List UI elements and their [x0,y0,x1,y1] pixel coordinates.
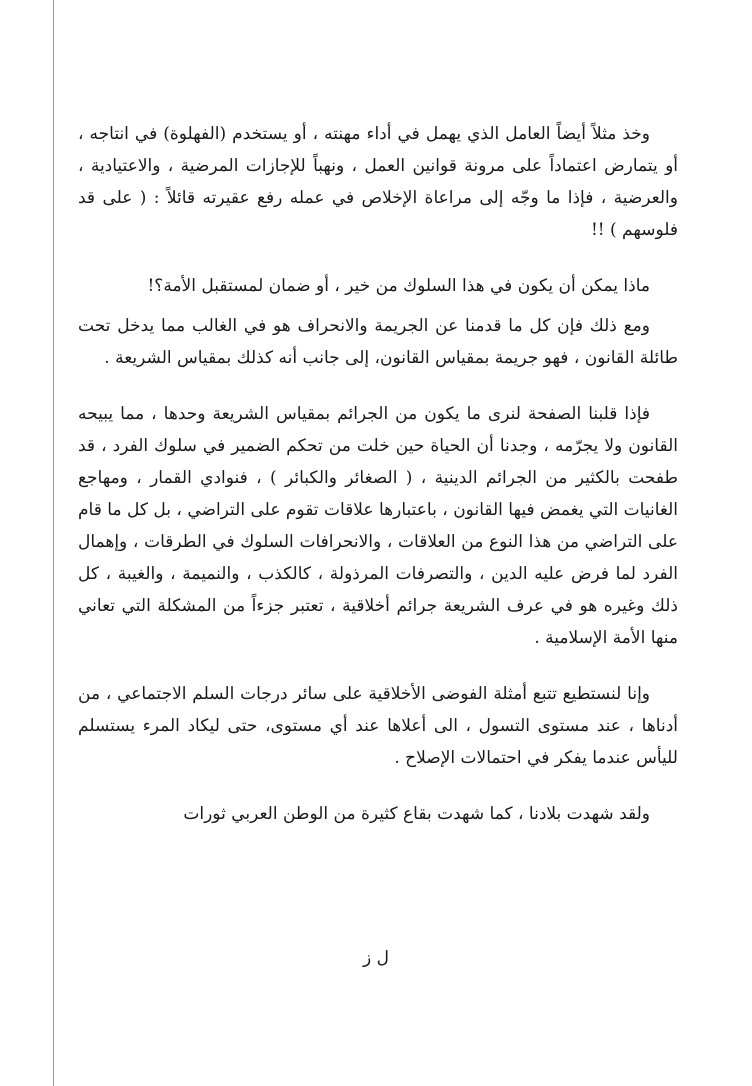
paragraph-2: ماذا يمكن أن يكون في هذا السلوك من خير ، أو ضمان لمستقبل الأمة؟! [147,276,650,296]
paragraph-6: ولقد شهدت بلادنا ، كما شهدت بقاع كثيرة من الوطن العربي ثورات [183,804,650,824]
paragraph-4: فإذا قلبنا الصفحة لنرى ما يكون من الجرائم بمقياس الشريعة وحدها ، مما يبيحه القانون ولا يجرّمه ، وجدنا أن الحياة حين خلت من تحكم الضمير في سلوك الفرد ، قد طفحت بالكثير من الجرائم الدينية ، ( الصغائر والكبائر ) ، فنوادي القمار ، ومهاجع الغانيات التي يغمض فيها القانون ، باعتبارها علاقات تقوم على التراضي ، بل كل ما قام على التراضي من هذا النوع من العلاقات ، والانحرافات السلوك في الطرقات ، وإهمال الفرد لما فرض عليه الدين ، والتصرفات المرذولة ، كالكذب ، والنميمة ، والغيبة ، كل ذلك وغيره هو في عرف الشريعة جرائم أخلاقية ، تعتبر جزءاً من المشكلة التي تعاني منها الأمة الإسلامية . [78,404,678,648]
document-page [78,118,678,830]
paragraph-5: وإنا لنستطيع تتبع أمثلة الفوضى الأخلاقية على سائر درجات السلم الاجتماعي ، من أدناها ، عند مستوى التسول ، الى أعلاها عند أي مستوى، حتى ليكاد المرء يستسلم لليأس عندما يفكر في احتمالات الإصلاح . [78,684,678,768]
paragraph-1: وخذ مثلاً أيضاً العامل الذي يهمل في أداء مهنته ، أو يستخدم (الفهلوة) في انتاجه ، أو يتمارض اعتماداً على مرونة قوانين العمل ، ونهباً للإجازات المرضية ، والاعتيادية ، والعرضية ، فإذا ما وجّه إلى مراعاة الإخلاص في عمله رفع عقيرته قائلاً : ( على قد فلوسهم ) !! [78,124,678,240]
page-margin-rule [53,0,54,1086]
paragraph-3: ومع ذلك فإن كل ما قدمنا عن الجريمة والانحراف هو في الغالب مما يدخل تحت طائلة القانون ، فهو جريمة بمقياس القانون، إلى جانب أنه كذلك بمقياس الشريعة . [78,316,678,368]
page-folio: ل ز [363,948,389,968]
